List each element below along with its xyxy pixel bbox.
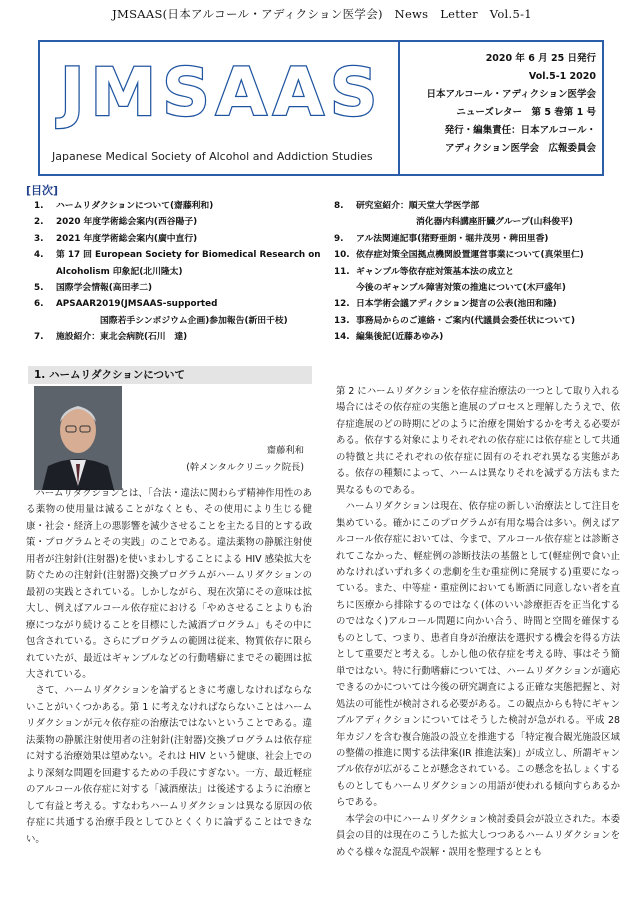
toc-item[interactable]: 7. 施設紹介：東北会病院(石川 達)	[34, 332, 188, 343]
author-affiliation: (幹メンタルクリニック院長)	[186, 462, 304, 473]
society-name-ja: 日本アルコール・アディクション医学会	[426, 89, 596, 100]
paragraph: ハームリダクションは現在、依存症の新しい治療法として注目を集めている。確かにこのプログラムが有用な場合は多い。例えばアルコール依存症においては、今まで、アルコール依存症とは診断されてこなかった、軽症例の診断技法の基盤として(軽症例で食い止めなければいずれ多くの悲劇を生む重症例に発展する)重要になっている。また、中等症・重症例においても断酒に同意しない者を直ちに医療から排除するのではなく(体のいい診療拒否を正当化するのではなく)アルコール問題に向かい合う、時間と空間を確保するものとして、つまり、患者自身が治療法を選択する機会を得る方法として重要だと考える。しかし他の依存症を考える時、事はそう簡単ではない。特に行動嗜癖については、ハームリダクションが適応できるのかについては今後の研究調査による正確な実態把握と、対処法の可能性が検討される必要がある。この観点からも特にギャンブルアディクションについてはそうした検討が急がれる。平成 28 年カジノを含む複合施設の設立を推進する「特定複合観光施設区域の整備の推進に関する法律案(IR 推進法案)」が成立し、所謂ギャンブル依存が広がることが懸念されている。この懸念を払しょくするものとしてもハームリダクションの用語が使われる傾向すらあるからである。	[336, 501, 620, 809]
masthead-logo-panel	[40, 42, 400, 174]
toc-item[interactable]: 9. アル法関連記事(猪野亜朗・堀井茂男・稗田里香)	[334, 233, 549, 244]
paragraph: 本学会の中にハームリダクション検討委員会が設立された。本委員会の目的は現在のこうした拡大しつつあるハームリダクションをめぐる様々な混乱や誤解・誤用を整理するととも	[336, 813, 620, 858]
article-column-left	[26, 486, 312, 848]
author-photo	[34, 386, 122, 490]
paragraph: さて、ハームリダクションを論ずるときに考慮しなければならないことがいくつかある。第 1 に考えなければならないことはハームリダクションが元々依存症の治療法ではないということである。違法薬物の静脈注射使用者の注射針(注射器)交換プログラムは依存症に対する治療効果は望めない。それは HIV という健康、社会上でのより深刻な問題を回避するための手段にすぎない。一方、最近軽症のアルコール依存症に対する「減酒療法」は後述するように治療として有益と考える。すなわちハームリダクションは異なる原因の依存症に共通する治療手段としてひとくくりに論ずることはできない。	[26, 685, 312, 845]
issue-info	[400, 50, 596, 158]
toc-item[interactable]: 5. 国際学会情報(高田孝二)	[34, 283, 153, 294]
newsletter-number: ニューズレター 第 5 巻第 1 号	[456, 107, 596, 118]
toc-item[interactable]: 8. 研究室紹介：順天堂大学医学部 消化器内科講座肝臓グループ(山科俊平)	[334, 201, 573, 228]
toc-item[interactable]: 4. 第 17 回 European Society for Biomedical Research on Alcoholism 印象記(北川隆太)	[34, 250, 321, 277]
toc-item[interactable]: 6. APSAAR2019(JMSAAS-supported 国際若手シンポジウム企画)参加報告(新田千枝)	[34, 299, 288, 326]
running-header: JMSAAS(日本アルコール・アディクション医学会) News Letter Vol.5-1	[112, 7, 532, 21]
toc-item[interactable]: 2. 2020 年度学術総会案内(西谷陽子)	[34, 217, 198, 228]
table-of-contents	[26, 182, 626, 343]
section-heading: 1. ハームリダクションについて	[28, 366, 312, 384]
toc-title: [目次]	[26, 184, 59, 197]
paragraph: ハームリダクションとは、「合法・違法に関わらず精神作用性のある薬物の使用量は減ることがなくとも、その使用により生じる健康・社会・経済上の悪影響を減少させることを主たる目的とする政策・プログラムとその実践」のことである。違法薬物の静脈注射使用者が注射針(注射器)を使いまわしすることによる HIV 感染拡大を防ぐための注射針(注射器)交換プログラムがハームリダクションの最初の実践とされている。しかしながら、現在次第にその意味は拡大し、例えばアルコール依存症における「やめさせることよりも治療につながり続けることを目標にした減酒プログラム」もその中に包含されている。さらにプログラムの範囲は従来、物質依存に限られていたが、最近はギャンブルなどの行動嗜癖にまでその範囲は拡大されている。	[26, 488, 312, 680]
toc-item[interactable]: 13. 事務局からのご連絡・ご案内(代議員会委任状について)	[334, 315, 575, 326]
paragraph: 第 2 にハームリダクションを依存症治療法の一つとして取り入れる場合にはその依存症の実態と進展のプロセスと理解したうえで、依存症進展のどの時期にどのように治療を開始するかを考える必要がある。依存する対象によりそれぞれの依存症には依存症として共通の特徴と共にそれぞれの依存症に固有のそれぞれ異なる実態がある。依存の種類によって、ハームは異なりそれを減ずる方法もまた異なるものである。	[336, 386, 620, 496]
logo: JMSAAS	[60, 54, 384, 131]
masthead	[38, 40, 604, 176]
society-name-en: Japanese Medical Society of Alcohol and Addiction Studies	[52, 150, 373, 163]
toc-item[interactable]: 14. 編集後記(近藤あゆみ)	[334, 332, 444, 343]
publisher-line-1: 発行・編集責任：日本アルコール・	[444, 125, 596, 136]
toc-item[interactable]: 12. 日本学術会議アディクション提言の公表(池田和隆)	[334, 299, 557, 310]
toc-item[interactable]: 10. 依存症対策全国拠点機関設置運営事業について(真栄里仁)	[334, 250, 584, 261]
author-name: 齋藤利和	[266, 445, 304, 456]
publisher-line-2: アディクション医学会 広報委員会	[444, 143, 596, 154]
toc-left-column	[34, 198, 334, 346]
toc-item[interactable]: 3. 2021 年度学術総会案内(廣中直行)	[34, 233, 198, 244]
article-column-right	[336, 384, 620, 861]
issue-volume: Vol.5-1 2020	[528, 71, 596, 82]
toc-item[interactable]: 11. ギャンブル等依存症対策基本法の成立と 今後のギャンブル障害対策の推進について(木戸盛年)	[334, 266, 566, 294]
toc-right-column	[334, 198, 634, 346]
issue-date: 2020 年 6 月 25 日発行	[485, 53, 596, 64]
toc-item[interactable]: 1. ハームリダクションについて(齋藤利和)	[34, 201, 214, 211]
